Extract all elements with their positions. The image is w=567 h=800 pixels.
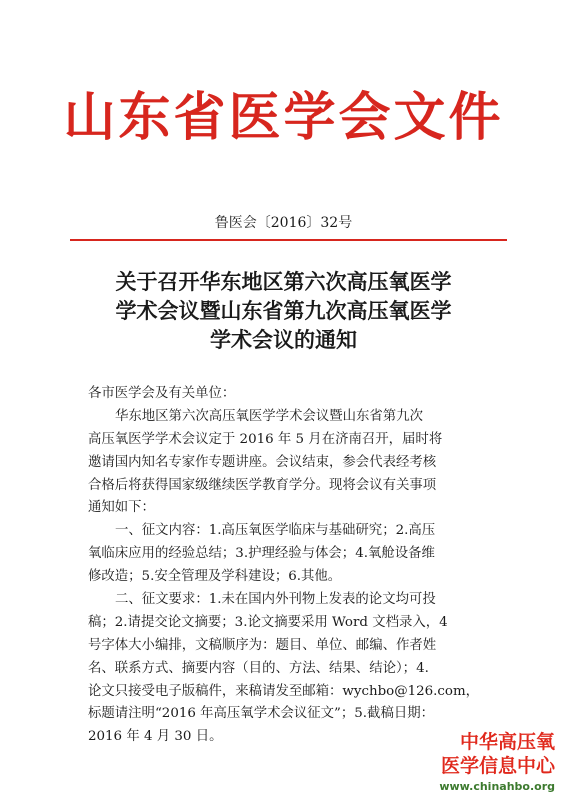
body-line: 稿；2.请提交论文摘要；3.论文摘要采用 Word 文档录入，4 <box>88 614 448 630</box>
body-line: 邀请国内知名专家作专题讲座。会议结束，参会代表经考核 <box>88 454 437 470</box>
body-line: 氧临床应用的经验总结；3.护理经验与体会；4.氧舱设备维 <box>88 546 435 562</box>
notice-title <box>0 268 567 355</box>
body-line: 号字体大小编排，文稿顺序为：题目、单位、邮编、作者姓 <box>88 637 437 653</box>
body-line: 通知如下： <box>88 500 155 516</box>
salutation: 各市医学会及有关单位： <box>88 386 236 401</box>
body-line: 论文只接受电子版稿件，来稿请发至邮箱：wychbo@126.com， <box>88 683 480 699</box>
body-line: 合格后将获得国家级继续医学教育学分。现将会议有关事项 <box>88 477 437 493</box>
watermark <box>439 730 555 794</box>
body-line: 修改造；5.安全管理及学科建设；6.其他。 <box>88 569 342 585</box>
notice-title-line: 学术会议的通知 <box>210 328 357 352</box>
watermark-line: 中华高压氧 <box>459 731 555 753</box>
body-line: 二、征文要求：1.未在国内外刊物上发表的论文均可投 <box>115 592 436 608</box>
notice-body <box>88 383 500 749</box>
body-line: 名、联系方式、摘要内容（目的、方法、结果、结论）；4. <box>88 660 429 676</box>
notice-title-line: 关于召开华东地区第六次高压氧医学 <box>115 270 452 294</box>
document-header-title: 山东省医学会文件 <box>63 87 504 148</box>
body-line: 华东地区第六次高压氧医学学术会议暨山东省第九次 <box>115 408 423 424</box>
body-line: 高压氧医学学术会议定于 2016 年 5 月在济南召开，届时将 <box>88 431 443 447</box>
body-line: 一、征文内容：1.高压氧医学临床与基础研究；2.高压 <box>115 523 436 539</box>
document-number: 鲁医会〔2016〕32号 <box>214 215 353 231</box>
body-line: 标题请注明“2016 年高压氧学术会议征文”；5.截稿日期： <box>88 706 435 722</box>
watermark-line: 医学信息中心 <box>440 755 555 777</box>
header-divider <box>70 239 507 241</box>
notice-title-line: 学术会议暨山东省第九次高压氧医学 <box>115 299 452 323</box>
watermark-url: www.chinahbo.org <box>439 780 555 793</box>
body-line: 2016 年 4 月 30 日。 <box>88 729 223 745</box>
